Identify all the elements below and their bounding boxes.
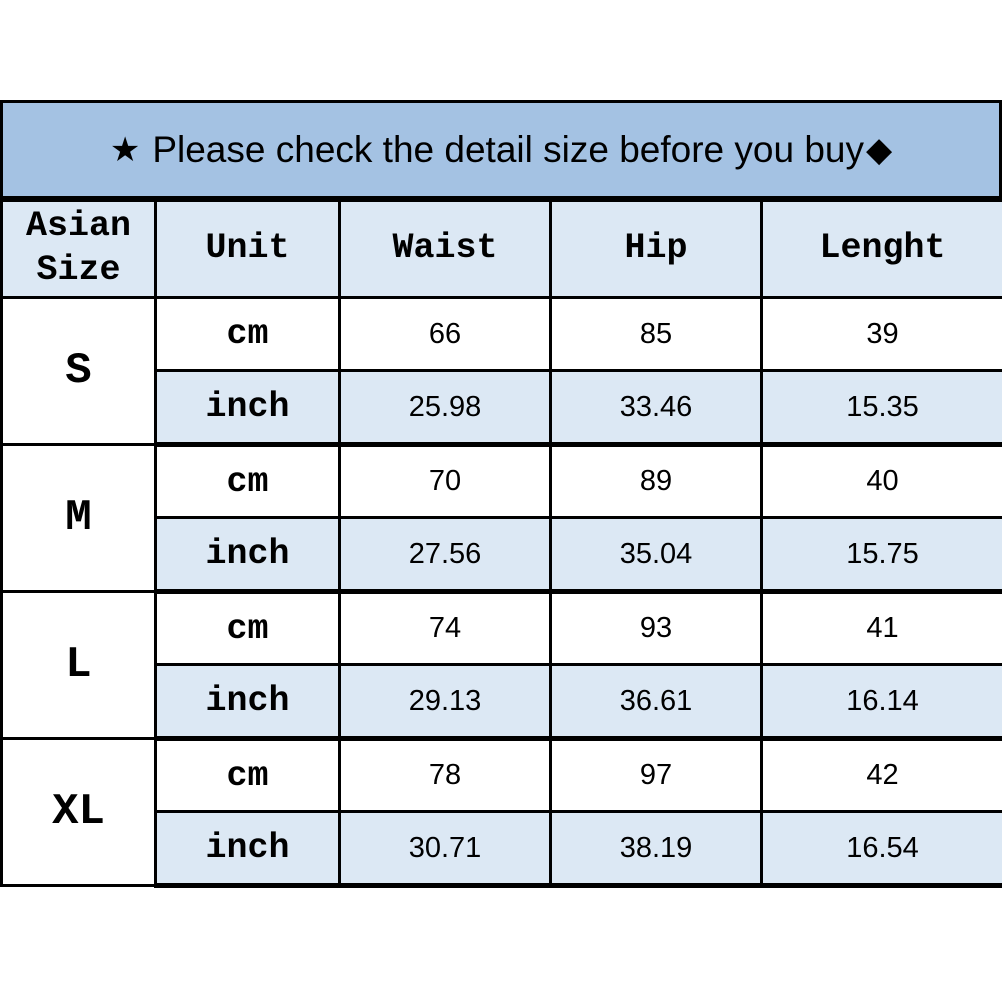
hip-value: 89 [551, 445, 762, 518]
notice-text: Please check the detail size before you buy [152, 128, 864, 170]
unit-cell: cm [156, 298, 340, 371]
hip-value: 38.19 [551, 812, 762, 886]
size-cell-xl: XL [2, 739, 156, 886]
waist-value: 25.98 [340, 371, 551, 445]
length-value: 41 [762, 592, 1002, 665]
unit-cell: inch [156, 665, 340, 739]
row-xl-cm [2, 739, 1002, 812]
diamond-icon: ◆ [865, 130, 893, 169]
row-m-cm [2, 445, 1002, 518]
header-waist: Waist [340, 201, 551, 298]
length-value: 40 [762, 445, 1002, 518]
header-unit: Unit [156, 201, 340, 298]
hip-value: 36.61 [551, 665, 762, 739]
hip-value: 97 [551, 739, 762, 812]
waist-value: 27.56 [340, 518, 551, 592]
header-hip: Hip [551, 201, 762, 298]
waist-value: 78 [340, 739, 551, 812]
length-value: 39 [762, 298, 1002, 371]
size-table [0, 199, 1002, 888]
waist-value: 30.71 [340, 812, 551, 886]
notice-banner [0, 100, 1002, 199]
length-value: 16.14 [762, 665, 1002, 739]
unit-cell: cm [156, 592, 340, 665]
header-length: Lenght [762, 201, 1002, 298]
length-value: 16.54 [762, 812, 1002, 886]
length-value: 15.35 [762, 371, 1002, 445]
unit-cell: inch [156, 371, 340, 445]
unit-cell: inch [156, 518, 340, 592]
unit-cell: cm [156, 739, 340, 812]
hip-value: 93 [551, 592, 762, 665]
unit-cell: cm [156, 445, 340, 518]
size-cell-m: M [2, 445, 156, 592]
length-value: 42 [762, 739, 1002, 812]
hip-value: 85 [551, 298, 762, 371]
header-asian-size: Asian Size [2, 201, 156, 298]
waist-value: 29.13 [340, 665, 551, 739]
row-s-cm [2, 298, 1002, 371]
size-cell-l: L [2, 592, 156, 739]
waist-value: 70 [340, 445, 551, 518]
star-icon: ★ [109, 130, 141, 169]
length-value: 15.75 [762, 518, 1002, 592]
unit-cell: inch [156, 812, 340, 886]
hip-value: 35.04 [551, 518, 762, 592]
row-l-cm [2, 592, 1002, 665]
size-cell-s: S [2, 298, 156, 445]
header-row [2, 201, 1002, 298]
waist-value: 74 [340, 592, 551, 665]
hip-value: 33.46 [551, 371, 762, 445]
waist-value: 66 [340, 298, 551, 371]
